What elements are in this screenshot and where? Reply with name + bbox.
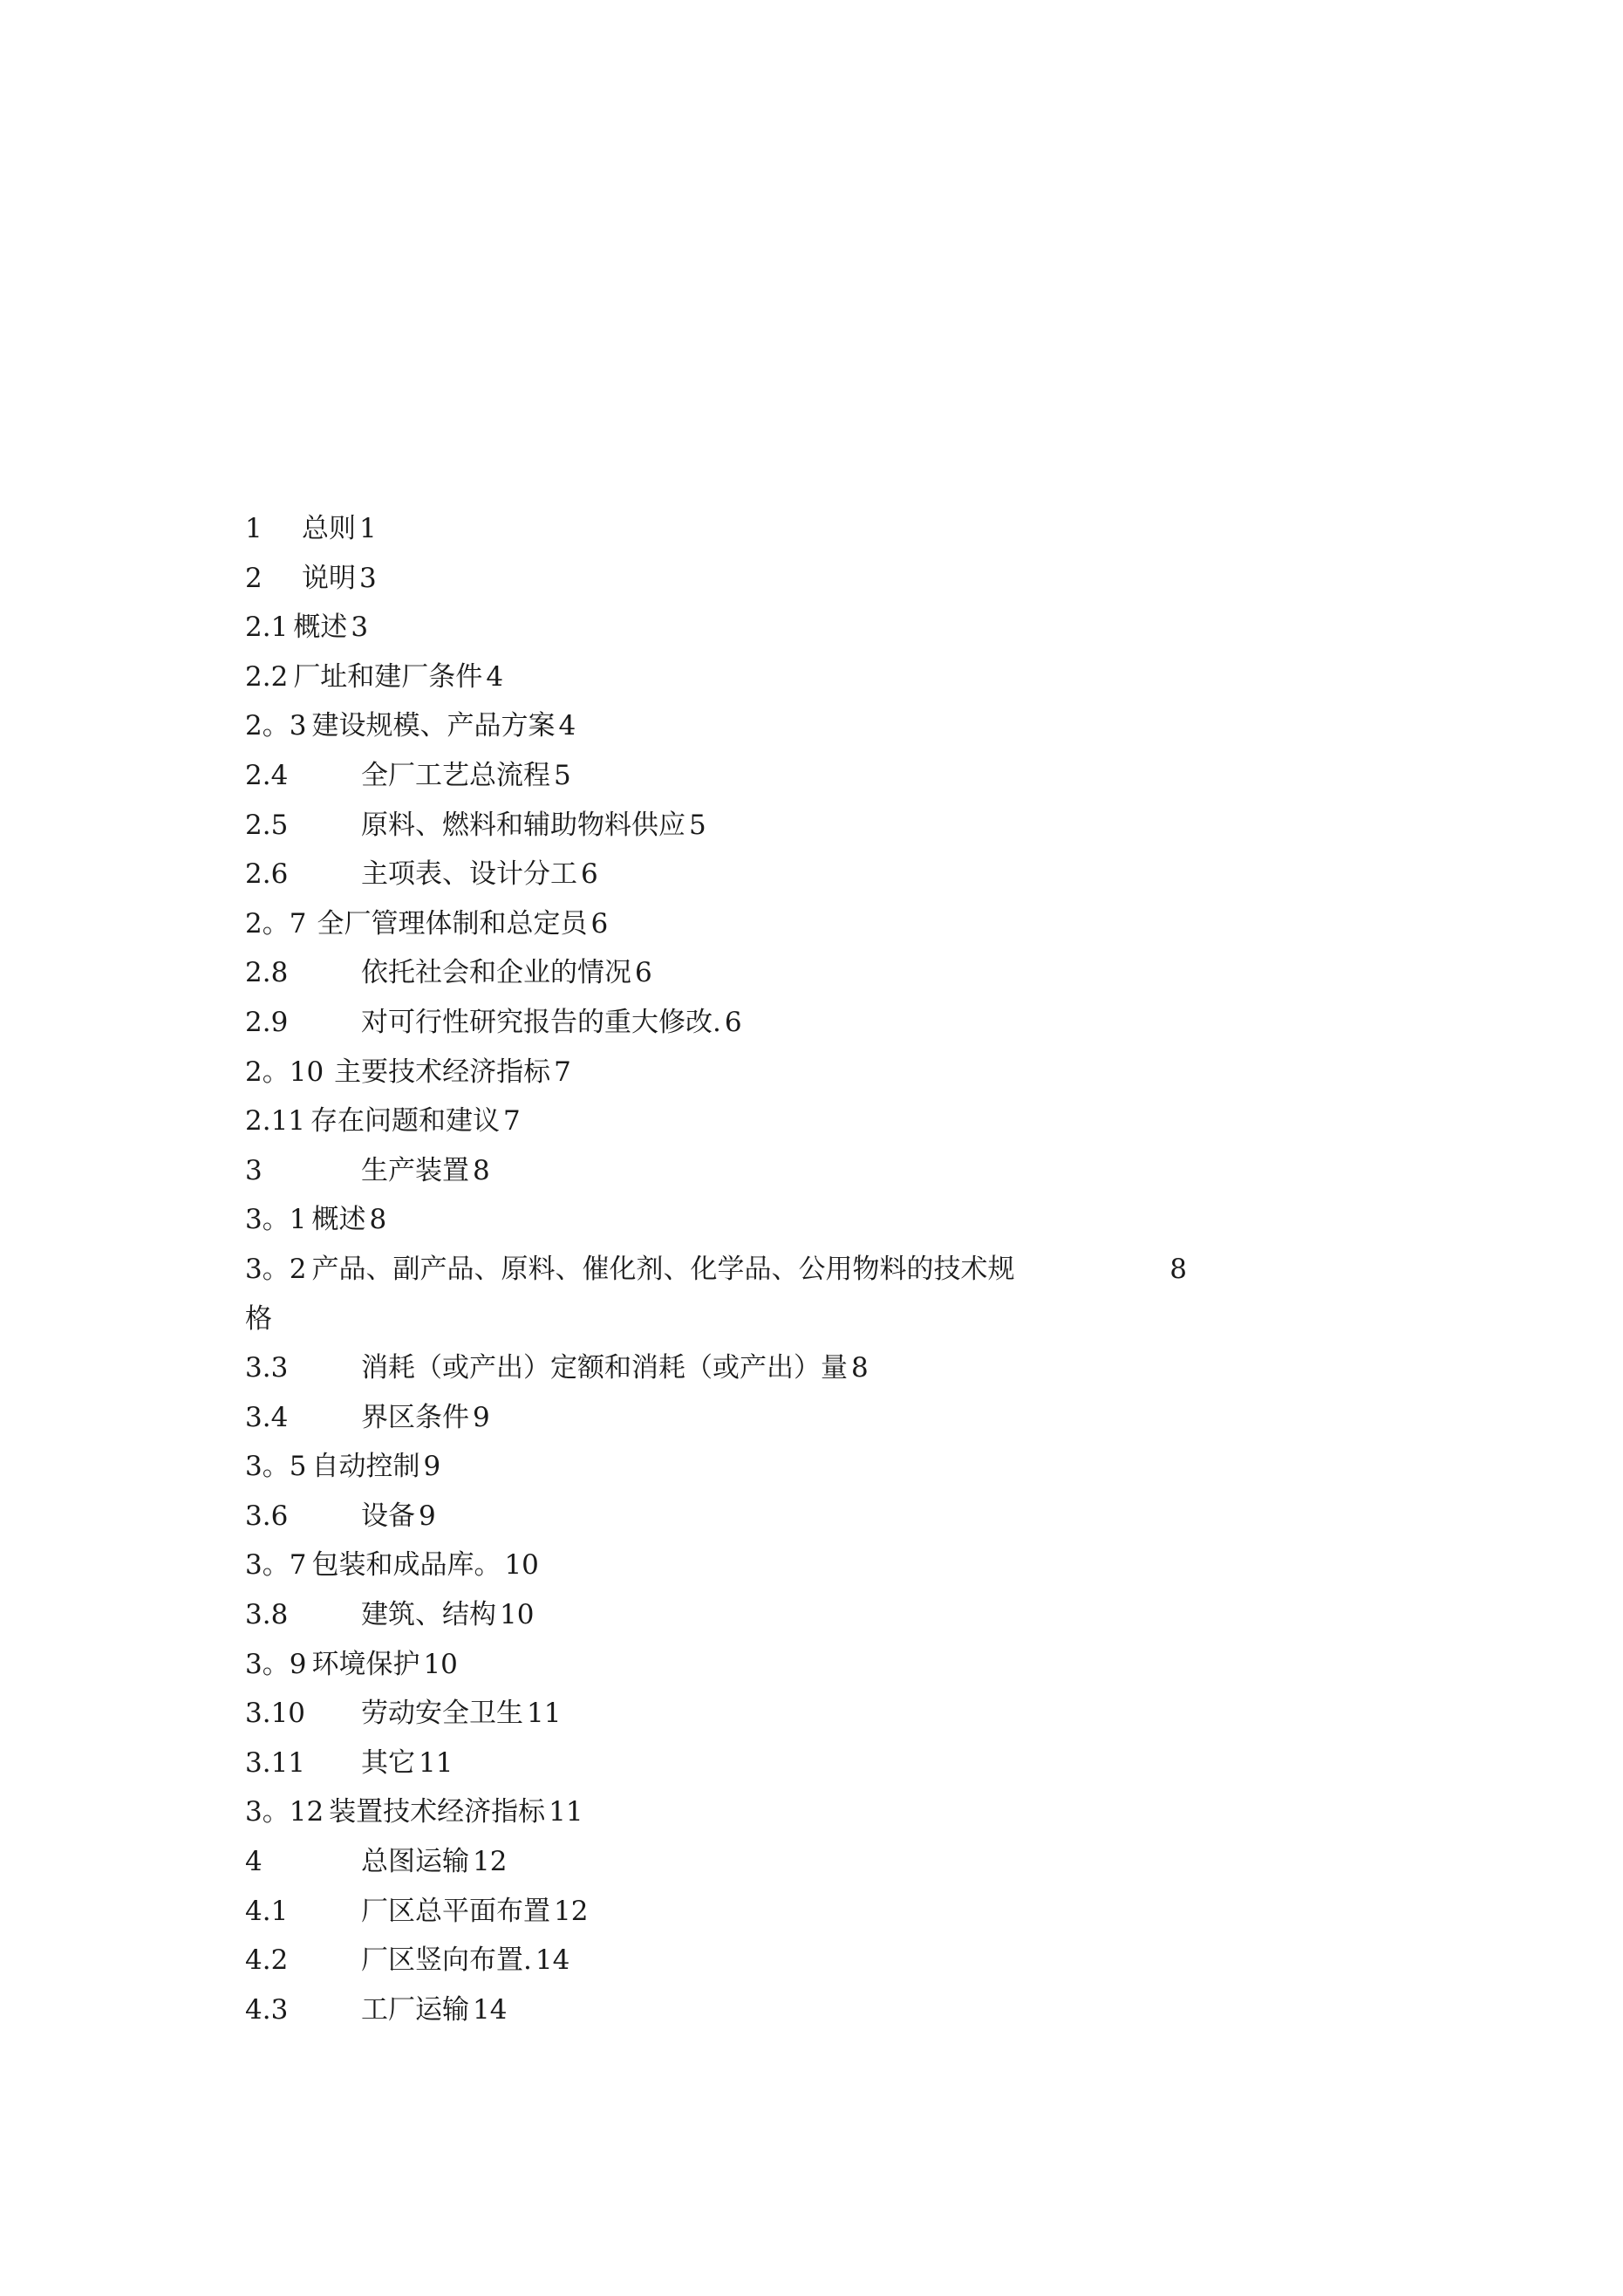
toc-entry-number: 3 — [245, 1154, 263, 1186]
toc-entry-number: 2 — [245, 562, 263, 594]
toc-entry[interactable] — [245, 948, 1466, 998]
toc-entry-number: 3.6 — [245, 1500, 289, 1532]
toc-entry[interactable] — [245, 653, 1466, 702]
toc-entry[interactable] — [245, 1985, 1466, 2035]
toc-entry-page: 6 — [581, 858, 598, 891]
toc-entry-title: 存在问题和建议 — [310, 1105, 501, 1138]
toc-entry[interactable] — [245, 1048, 1466, 1097]
toc-entry-title: 概述 — [293, 612, 348, 644]
toc-entry-number: 2.5 — [245, 809, 289, 841]
toc-entry-page: 10 — [500, 1599, 535, 1631]
toc-entry-number: 4 — [245, 1846, 263, 1878]
toc-entry-title: 依托社会和企业的情况 — [361, 957, 631, 989]
toc-entry-title: 装置技术经济指标 — [329, 1796, 546, 1828]
toc-entry-page: 9 — [423, 1451, 441, 1483]
toc-entry-page: 6 — [724, 1006, 742, 1038]
toc-entry-number: 2.6 — [245, 858, 289, 891]
toc-entry-page: 9 — [473, 1401, 490, 1433]
toc-entry-page: 7 — [554, 1056, 571, 1088]
toc-entry-number: 2。7 — [245, 907, 307, 940]
toc-entry-page: 6 — [590, 907, 609, 940]
toc-entry[interactable] — [245, 850, 1466, 899]
toc-entry-page: 12 — [473, 1846, 508, 1878]
toc-entry-number: 4.2 — [245, 1944, 289, 1977]
toc-entry-title: 其它 — [361, 1746, 415, 1779]
toc-entry-number: 3.10 — [245, 1698, 306, 1730]
toc-entry-number: 3。2 — [245, 1253, 307, 1285]
toc-entry-page: 14 — [535, 1944, 570, 1977]
toc-entry-page: 8 — [473, 1154, 490, 1186]
toc-entry[interactable] — [245, 1146, 1466, 1196]
toc-entry-number: 4.3 — [245, 1993, 289, 2026]
toc-entry[interactable] — [245, 899, 1466, 949]
toc-entry[interactable] — [245, 1837, 1466, 1887]
toc-entry-title: 说明 — [302, 562, 356, 594]
toc-entry-page: 8 — [1170, 1253, 1187, 1285]
toc-entry-number: 3.3 — [245, 1352, 289, 1384]
toc-entry-number: 2.8 — [245, 957, 289, 989]
toc-entry-number: 3.8 — [245, 1599, 289, 1631]
toc-entry[interactable] — [245, 1097, 1466, 1146]
toc-entry[interactable] — [245, 801, 1466, 851]
toc-entry[interactable] — [245, 1887, 1466, 1937]
toc-entry-title: 产品、副产品、原料、催化剂、化学品、公用物料的技术规 — [311, 1253, 1015, 1285]
toc-entry-page: 3 — [359, 562, 377, 594]
toc-entry[interactable] — [245, 998, 1466, 1048]
toc-entry-page: 8 — [851, 1352, 869, 1384]
toc-entry-title: 主要技术经济指标 — [334, 1056, 551, 1088]
toc-entry-title: 厂区竖向布置. — [361, 1944, 532, 1977]
toc-entry-page: 5 — [689, 809, 706, 841]
toc-entry-title: 生产装置 — [361, 1154, 469, 1186]
toc-entry-number: 2。3 — [245, 710, 307, 742]
toc-entry-page: 1 — [359, 513, 377, 544]
toc-entry-page: 4 — [486, 660, 504, 693]
toc-entry-title: 厂址和建厂条件 — [293, 660, 483, 693]
toc-entry-number: 2.1 — [245, 612, 289, 644]
toc-entry[interactable] — [245, 1442, 1466, 1492]
toc-entry-page: 12 — [554, 1895, 589, 1927]
toc-entry-page: 3 — [351, 612, 369, 644]
toc-entry-number: 2.9 — [245, 1006, 289, 1038]
toc-entry-page: 11 — [527, 1698, 562, 1730]
toc-entry-title: 设备 — [361, 1500, 415, 1532]
toc-entry-page: 11 — [419, 1746, 453, 1779]
toc-entry-title-continuation: 格 — [245, 1302, 272, 1335]
toc-entry-number: 3。12 — [245, 1796, 324, 1828]
toc-entry-title: 总则 — [302, 513, 356, 544]
toc-entry-number: 3.4 — [245, 1401, 289, 1433]
toc-entry-number: 2。10 — [245, 1056, 324, 1088]
toc-entry[interactable] — [245, 554, 1466, 604]
toc-entry-page: 10 — [423, 1648, 458, 1680]
toc-entry[interactable] — [245, 1689, 1466, 1739]
toc-entry-number: 4.1 — [245, 1895, 289, 1927]
toc-entry[interactable] — [245, 1787, 1466, 1837]
toc-entry[interactable] — [245, 1393, 1466, 1443]
toc-entry-title: 消耗（或产出）定额和消耗（或产出）量 — [361, 1352, 848, 1384]
toc-entry-number: 3。7 — [245, 1549, 307, 1582]
toc-entry-number: 3.11 — [245, 1746, 306, 1779]
toc-entry-title: 环境保护 — [311, 1648, 420, 1680]
toc-entry-title: 厂区总平面布置 — [361, 1895, 550, 1927]
toc-entry-number: 3。5 — [245, 1451, 307, 1483]
toc-entry[interactable] — [245, 751, 1466, 801]
toc-entry-title: 概述 — [311, 1204, 366, 1236]
toc-entry-page: 9 — [419, 1500, 436, 1532]
toc-entry[interactable] — [245, 504, 1466, 554]
toc-entry-title: 全厂工艺总流程 — [361, 759, 550, 791]
toc-entry-title: 劳动安全卫生 — [361, 1698, 523, 1730]
toc-entry[interactable] — [245, 1936, 1466, 1985]
toc-entry-number: 2.4 — [245, 759, 289, 791]
toc-entry[interactable] — [245, 1343, 1466, 1393]
table-of-contents — [245, 504, 1466, 2034]
toc-entry[interactable] — [245, 701, 1466, 751]
toc-entry-page: 4 — [558, 710, 576, 742]
toc-entry-title: 工厂运输 — [361, 1993, 469, 2026]
toc-entry[interactable] — [245, 1195, 1466, 1245]
toc-entry-title: 自动控制 — [311, 1451, 420, 1483]
toc-entry-page: 6 — [635, 957, 652, 989]
toc-entry[interactable] — [245, 1640, 1466, 1690]
toc-entry-page: 14 — [473, 1993, 508, 2026]
toc-entry-page: 8 — [369, 1204, 387, 1236]
toc-entry-number: 3。1 — [245, 1204, 307, 1236]
toc-entry-title: 对可行性研究报告的重大修改. — [361, 1006, 721, 1038]
toc-entry-number: 2.2 — [245, 660, 289, 693]
toc-entry-title: 总图运输 — [361, 1846, 469, 1878]
toc-entry-title: 包装和成品库。 — [311, 1549, 501, 1582]
toc-entry[interactable] — [245, 603, 1466, 653]
toc-entry-title: 建筑、结构 — [361, 1599, 496, 1631]
toc-entry-title: 全厂管理体制和总定员 — [317, 907, 588, 940]
toc-entry-number: 2.11 — [245, 1105, 306, 1138]
toc-entry-number: 1 — [245, 513, 263, 544]
toc-entry-page: 7 — [503, 1105, 521, 1138]
toc-entry-title: 原料、燃料和辅助物料供应 — [361, 809, 685, 841]
toc-entry-title: 界区条件 — [361, 1401, 469, 1433]
toc-entry-page: 5 — [554, 759, 571, 791]
toc-entry-title: 主项表、设计分工 — [361, 858, 577, 891]
toc-entry[interactable] — [245, 1492, 1466, 1541]
toc-entry[interactable] — [245, 1590, 1466, 1640]
toc-entry[interactable] — [245, 1245, 1187, 1295]
toc-entry-title: 建设规模、产品方案 — [311, 710, 556, 742]
toc-entry[interactable] — [245, 1541, 1466, 1590]
toc-entry-number: 3。9 — [245, 1648, 307, 1680]
toc-entry[interactable] — [245, 1739, 1466, 1788]
toc-entry-page: 10 — [504, 1549, 539, 1582]
toc-entry-page: 11 — [549, 1796, 583, 1828]
